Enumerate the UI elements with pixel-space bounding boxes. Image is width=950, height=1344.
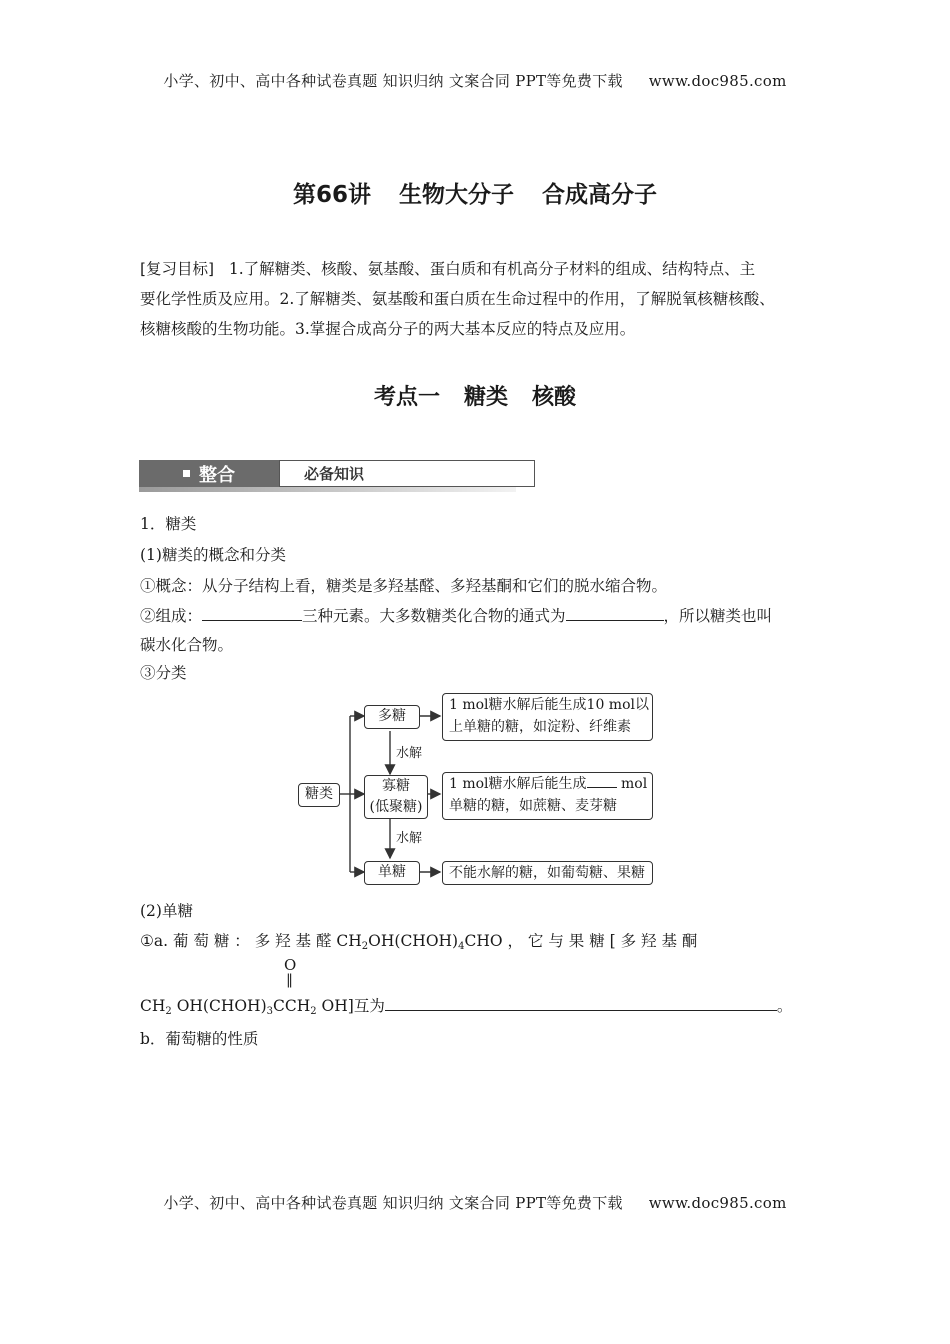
fructose-c: CCH <box>273 997 311 1015</box>
desc-oligo-line2: 单糖的糖，如蔗糖、麦芽糖 <box>449 798 617 814</box>
glucose-b: OH(CHOH) <box>368 932 459 950</box>
classification-diagram <box>296 688 666 892</box>
node-monosaccharide: 单糖 <box>364 861 420 885</box>
section-topic1: 糖类 <box>463 385 508 410</box>
fructose-end: 。 <box>776 997 793 1015</box>
fructose-d: OH]互为 <box>316 997 385 1015</box>
fructose-line <box>140 994 792 1017</box>
node-oligo-line2: (低聚糖) <box>369 799 423 815</box>
page-title <box>0 176 950 209</box>
banner-left-label: 整合 <box>199 465 235 486</box>
banner-shadow <box>139 487 516 492</box>
footer-text: 小学、初中、高中各种试卷真题 知识归纳 文案合同 PPT等免费下载 <box>163 1194 623 1212</box>
square-bullet-icon <box>183 470 190 477</box>
glucose-line <box>140 929 812 952</box>
heading-sugars: 1．糖类 <box>140 515 197 533</box>
composition-a: ②组成： <box>140 607 203 625</box>
node-oligosaccharide <box>364 775 428 819</box>
fill-blank-isomer[interactable] <box>385 996 777 1011</box>
section-point: 考点一 <box>373 385 440 410</box>
review-line-3: 核糖核酸的生物功能。3.掌握合成高分子的两大基本反应的特点及应用。 <box>140 320 636 338</box>
section-topic2: 核酸 <box>532 385 577 410</box>
composition-line <box>140 604 772 626</box>
review-line-2: 要化学性质及应用。2.了解糖类、氨基酸和蛋白质在生命过程中的作用，了解脱氧核糖核酸、 <box>140 290 775 308</box>
keto-double-bond: ‖ <box>286 972 293 988</box>
composition-c: ，所以糖类也叫 <box>663 607 773 625</box>
glucose-sub-4: 4 <box>458 941 465 952</box>
desc-oligo-line1a: 1 mol糖水解后能生成 <box>449 776 587 792</box>
fill-blank-elements[interactable] <box>202 606 302 621</box>
header-site[interactable]: www.doc985.com <box>648 72 787 90</box>
desc-poly-line2: 上单糖的糖，如淀粉、纤维素 <box>449 719 631 735</box>
knowledge-banner <box>139 460 516 492</box>
fill-blank-mol[interactable] <box>587 774 617 788</box>
glucose-c: CHO ， 它 与 果 糖 [ 多 羟 基 酮 <box>464 932 698 950</box>
fructose-a: CH <box>140 997 166 1015</box>
desc-oligosaccharide <box>442 772 653 820</box>
glucose-sub-2: 2 <box>361 941 369 952</box>
fructose-b: OH(CHOH) <box>171 997 267 1015</box>
review-tag: [复习目标] <box>140 260 215 278</box>
composition-b: 三种元素。大多数糖类化合物的通式为 <box>302 607 566 625</box>
label-hydrolysis-1: 水解 <box>396 746 423 761</box>
label-hydrolysis-2: 水解 <box>396 831 423 846</box>
fructose-sub-2b: 2 <box>310 1006 317 1017</box>
fill-blank-formula[interactable] <box>566 606 664 621</box>
node-sugars: 糖类 <box>298 783 340 807</box>
title-topic1: 生物大分子 <box>399 182 514 208</box>
subheading-monosaccharide: (2)单糖 <box>140 902 193 920</box>
page-footer <box>0 1192 950 1213</box>
keto-oxygen: O <box>284 956 297 974</box>
classification-label: ③分类 <box>140 664 187 682</box>
fructose-sub-2a: 2 <box>165 1006 172 1017</box>
subheading-concept: (1)糖类的概念和分类 <box>140 546 286 564</box>
banner-right-label: 必备知识 <box>304 465 365 483</box>
desc-polysaccharide <box>442 693 653 741</box>
review-objectives <box>140 254 820 344</box>
title-topic2: 合成高分子 <box>542 182 657 208</box>
fructose-sub-3: 3 <box>266 1006 273 1017</box>
glucose-properties: b．葡萄糖的性质 <box>140 1030 259 1048</box>
footer-site[interactable]: www.doc985.com <box>648 1194 787 1212</box>
section-heading <box>0 380 950 411</box>
header-text: 小学、初中、高中各种试卷真题 知识归纳 文案合同 PPT等免费下载 <box>163 72 623 90</box>
page-header <box>0 70 950 91</box>
node-oligo-line1: 寡糖 <box>382 778 410 794</box>
desc-poly-line1: 1 mol糖水解后能生成10 mol以 <box>449 697 649 713</box>
review-line-1: 1.了解糖类、核酸、氨基酸、蛋白质和有机高分子材料的组成、结构特点、主 <box>228 260 756 278</box>
title-lecture: 第66讲 <box>292 182 371 208</box>
desc-oligo-line1b: mol <box>616 776 648 792</box>
glucose-a: ①a. 葡 萄 糖 ： 多 羟 基 醛 CH <box>140 932 362 950</box>
desc-monosaccharide: 不能水解的糖，如葡萄糖、果糖 <box>442 861 653 885</box>
node-polysaccharide: 多糖 <box>364 705 420 729</box>
concept-line: ①概念：从分子结构上看，糖类是多羟基醛、多羟基酮和它们的脱水缩合物。 <box>140 577 668 595</box>
composition-line-2: 碳水化合物。 <box>140 636 234 654</box>
